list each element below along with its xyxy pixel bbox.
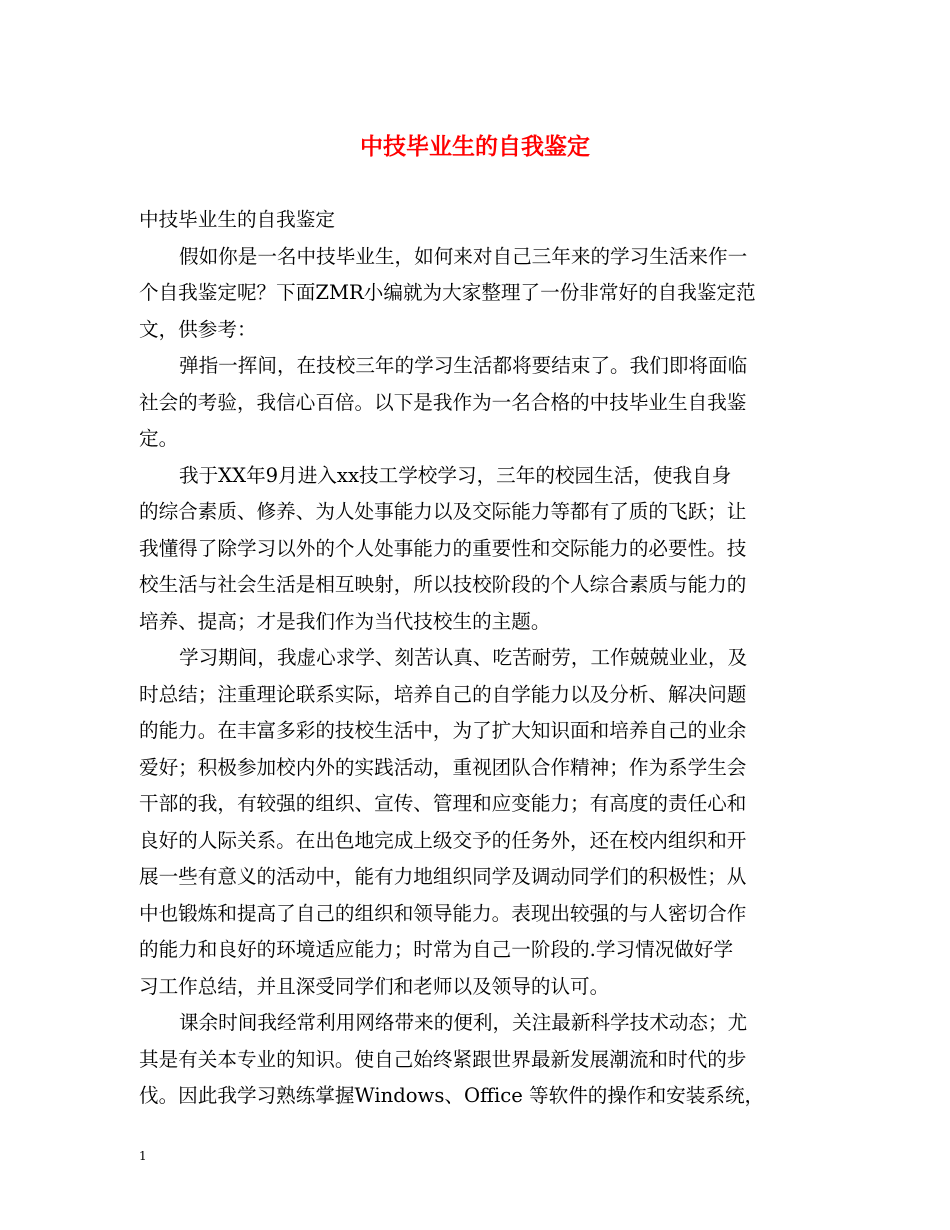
paragraph-line: 时总结；注重理论联系实际，培养自己的自学能力以及分析、解决问题 — [139, 682, 747, 706]
paragraph-line: 其是有关本专业的知识。使自己始终紧跟世界最新发展潮流和时代的步 — [139, 1047, 747, 1071]
paragraph-line: 校生活与社会生活是相互映射，所以技校阶段的个人综合素质与能力的 — [139, 573, 747, 596]
paragraph-line: 培养、提高；才是我们作为当代技校生的主题。 — [139, 609, 551, 633]
paragraph-line: 课余时间我经常利用网络带来的便利，关注最新科学技术动态；尤 — [179, 1011, 748, 1034]
paragraph-line: 社会的考验，我信心百倍。以下是我作为一名合格的中技毕业生自我鉴 — [139, 390, 747, 414]
paragraph-line: 假如你是一名中技毕业生，如何来对自己三年来的学习生活来作一 — [179, 244, 748, 268]
paragraph-line: 干部的我，有较强的组织、宣传、管理和应变能力；有高度的责任心和 — [139, 792, 747, 815]
paragraph-line: 爱好；积极参加校内外的实践活动，重视团队合作精神；作为系学生会 — [139, 755, 747, 779]
document-title: 中技毕业生的自我鉴定 — [360, 133, 590, 160]
paragraph-line: 学习期间，我虚心求学、刻苦认真、吃苦耐劳，工作兢兢业业，及 — [179, 646, 748, 669]
paragraph-line: 弹指一挥间，在技校三年的学习生活都将要结束了。我们即将面临 — [179, 354, 748, 377]
paragraph-line: 的综合素质、修养、为人处事能力以及交际能力等都有了质的飞跃；让 — [139, 500, 747, 523]
paragraph-line: 我懂得了除学习以外的个人处事能力的重要性和交际能力的必要性。技 — [139, 536, 747, 560]
paragraph-line: 文，供参考： — [139, 317, 257, 341]
paragraph-line: 中也锻炼和提高了自己的组织和领导能力。表现出较强的与人密切合作 — [139, 901, 747, 925]
paragraph-line: 展一些有意义的活动中，能有力地组织同学及调动同学们的积极性；从 — [139, 865, 747, 888]
paragraph-line: 定。 — [139, 427, 179, 450]
document-body — [139, 202, 815, 1115]
paragraph-line: 习工作总结，并且深受同学们和老师以及领导的认可。 — [139, 974, 610, 998]
body-subtitle-line: 中技毕业生的自我鉴定 — [139, 208, 335, 231]
paragraph-line: 的能力。在丰富多彩的技校生活中，为了扩大知识面和培养自己的业余 — [139, 719, 747, 742]
paragraph-line: 伐。因此我学习熟练掌握Windows、Office 等软件的操作和安装系统， — [139, 1084, 765, 1107]
paragraph-line: 我于XX年9月进入xx技工学校学习，三年的校园生活，使我自身 — [179, 463, 732, 487]
paragraph-line: 的能力和良好的环境适应能力；时常为自己一阶段的.学习情况做好学 — [139, 938, 734, 961]
paragraph-line: 个自我鉴定呢？下面ZMR小编就为大家整理了一份非常好的自我鉴定范 — [139, 281, 756, 304]
paragraph-line: 良好的人际关系。在出色地完成上级交予的任务外，还在校内组织和开 — [139, 828, 747, 852]
page-number: 1 — [139, 1149, 147, 1163]
